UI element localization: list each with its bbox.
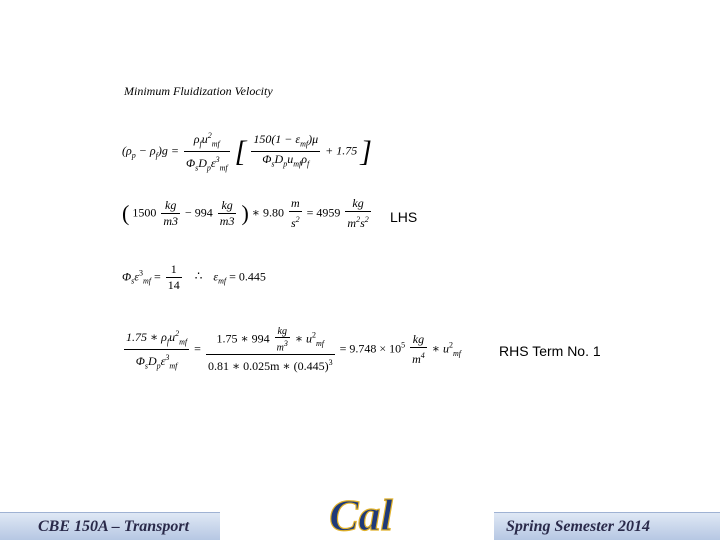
footer-course: CBE 150A – Transport <box>0 512 220 540</box>
slide-heading: Minimum Fluidization Velocity <box>124 84 273 98</box>
fraction: $\frac{150(1 - \varepsilon_{mf})\mu}{\Phi_sD_pu_{mf}\rho_f}$ <box>253 132 319 169</box>
label-rhs-term1: RHS Term No. 1 <box>499 343 601 359</box>
equation-voidage: $\Phi_s\varepsilon^3_{mf}$ = $\frac{1}{14}$ ∴ $\varepsilon_{mf} = 0.445$ <box>122 262 266 292</box>
footer-semester: Spring Semester 2014 <box>494 512 720 540</box>
cal-logo-text: Cal <box>329 491 393 540</box>
label-lhs: LHS <box>390 209 418 225</box>
equation-rhs-term1: $\frac{1.75 ∗ \rho_fu^2_{mf}}{\Phi_sD_p\varepsilon^3_{mf}}$ = 1.75 ∗ 994 $\frac{kg}{m^3}$ ∗ $u^2_{mf}$ 0.81 ∗ 0.025m ∗ $(0.445)^3$ = $9.748 \times 10^5$ $\frac{kg}{m^4}$ ∗ $u^2_{mf}$ <box>126 326 461 373</box>
cal-logo-icon <box>327 484 395 540</box>
fraction: $\frac{\rho_fu^2_{mf}}{\Phi_sD_p\varepsilon^3_{mf}}$ <box>184 128 230 176</box>
equation-lhs: ( 1500 $\frac{kg}{m3}$ − 994 $\frac{kg}{m3}$ ) ∗ 9.80 $\frac{m}{s^2}$ = 4959 $\frac{kg}{m^2s^2}$ <box>122 196 369 230</box>
equation-ergun: $(\rho_p - \rho_f)g$ = $\frac{\rho_fu^2_{mf}}{\Phi_sD_p\varepsilon^3_{mf}}$ [ $\frac{150(1 - \varepsilon_{mf})\mu}{\Phi_sD_pu_{mf}\rho_f}$ + 1.75 ] <box>122 128 372 176</box>
